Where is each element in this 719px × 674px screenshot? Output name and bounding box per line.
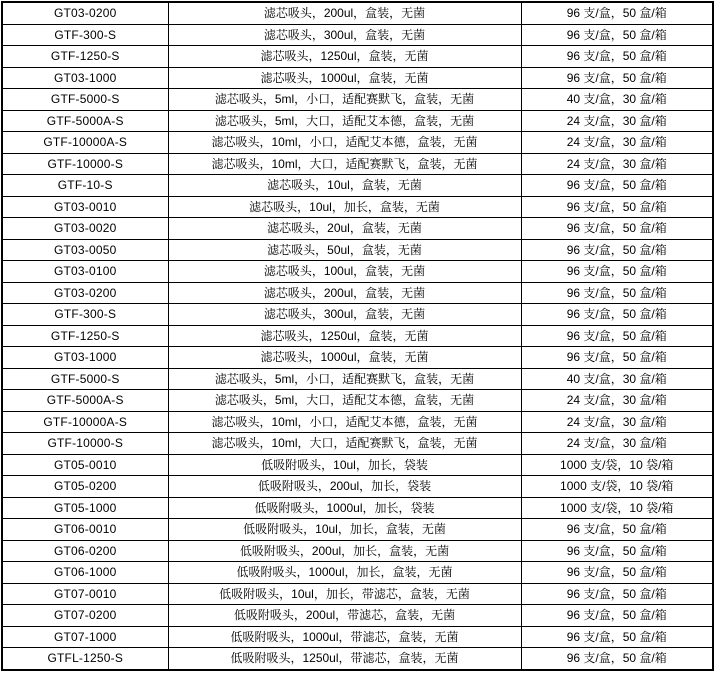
table-row: [2, 175, 713, 197]
product-packaging-cell: 96 支/盒，50 盒/箱: [521, 196, 713, 218]
product-code-cell: GT03-0050: [2, 239, 168, 261]
product-packaging-cell: 96 支/盒，50 盒/箱: [521, 605, 713, 627]
table-row: [2, 110, 713, 132]
product-code-cell: GT07-0010: [2, 583, 168, 605]
product-code-cell: GT03-0010: [2, 196, 168, 218]
table-row: [2, 454, 713, 476]
product-description-cell: 低吸附吸头，200ul，加长，盒装，无菌: [168, 540, 521, 562]
product-description-cell: 滤芯吸头，200ul，盒装，无菌: [168, 282, 521, 304]
product-packaging-cell: 96 支/盒，50 盒/箱: [521, 67, 713, 89]
product-description-cell: 低吸附吸头，1000ul，加长，盒装，无菌: [168, 562, 521, 584]
product-description-cell: 滤芯吸头，200ul，盒装，无菌: [168, 2, 521, 24]
table-row: [2, 540, 713, 562]
table-row: [2, 562, 713, 584]
product-code-cell: GTF-10000A-S: [2, 411, 168, 433]
product-code-cell: GT05-0010: [2, 454, 168, 476]
product-packaging-cell: 40 支/盒，30 盒/箱: [521, 89, 713, 111]
table-row: [2, 304, 713, 326]
product-code-cell: GTF-5000A-S: [2, 390, 168, 412]
product-description-cell: 滤芯吸头，10ul，加长，盒装，无菌: [168, 196, 521, 218]
product-code-cell: GT07-1000: [2, 626, 168, 648]
product-description-cell: 滤芯吸头，1250ul，盒装，无菌: [168, 325, 521, 347]
product-code-cell: GTFL-1250-S: [2, 648, 168, 670]
product-code-cell: GT06-0200: [2, 540, 168, 562]
table-row: [2, 67, 713, 89]
table-row: [2, 325, 713, 347]
table-row: [2, 497, 713, 519]
product-description-cell: 低吸附吸头，10ul，加长，带滤芯，盒装，无菌: [168, 583, 521, 605]
product-packaging-cell: 24 支/盒，30 盒/箱: [521, 110, 713, 132]
product-description-cell: 低吸附吸头，200ul，带滤芯，盒装，无菌: [168, 605, 521, 627]
table-row: [2, 218, 713, 240]
table-row: [2, 519, 713, 541]
product-packaging-cell: 96 支/盒，50 盒/箱: [521, 347, 713, 369]
table-row: [2, 476, 713, 498]
product-code-cell: GTF-10000-S: [2, 433, 168, 455]
product-description-cell: 滤芯吸头，5ml，大口，适配艾本德，盒装，无菌: [168, 390, 521, 412]
product-code-cell: GT03-1000: [2, 347, 168, 369]
product-description-cell: 滤芯吸头，10ml，小口，适配艾本德，盒装，无菌: [168, 132, 521, 154]
table-row: [2, 347, 713, 369]
product-packaging-cell: 1000 支/袋，10 袋/箱: [521, 476, 713, 498]
product-code-cell: GT06-1000: [2, 562, 168, 584]
product-description-cell: 滤芯吸头，10ml，大口，适配赛默飞，盒装，无菌: [168, 433, 521, 455]
table-row: [2, 648, 713, 670]
product-packaging-cell: 40 支/盒，30 盒/箱: [521, 368, 713, 390]
table-row: [2, 24, 713, 46]
product-description-cell: 低吸附吸头，1000ul，带滤芯，盒装，无菌: [168, 626, 521, 648]
product-description-cell: 低吸附吸头，10ul，加长，盒装，无菌: [168, 519, 521, 541]
product-packaging-cell: 96 支/盒，50 盒/箱: [521, 562, 713, 584]
product-packaging-cell: 96 支/盒，50 盒/箱: [521, 2, 713, 24]
product-description-cell: 滤芯吸头，50ul，盒装，无菌: [168, 239, 521, 261]
product-description-cell: 滤芯吸头，1000ul，盒装，无菌: [168, 347, 521, 369]
product-description-cell: 滤芯吸头，300ul，盒装，无菌: [168, 304, 521, 326]
product-code-cell: GTF-1250-S: [2, 46, 168, 68]
product-code-cell: GTF-5000A-S: [2, 110, 168, 132]
product-code-cell: GTF-10000-S: [2, 153, 168, 175]
product-description-cell: 滤芯吸头，10ul，盒装，无菌: [168, 175, 521, 197]
product-packaging-cell: 24 支/盒，30 盒/箱: [521, 411, 713, 433]
table-row: [2, 583, 713, 605]
product-packaging-cell: 96 支/盒，50 盒/箱: [521, 46, 713, 68]
product-table-body: [2, 2, 713, 670]
table-row: [2, 132, 713, 154]
table-row: [2, 89, 713, 111]
table-row: [2, 46, 713, 68]
product-packaging-cell: 96 支/盒，50 盒/箱: [521, 282, 713, 304]
product-code-cell: GT03-0200: [2, 282, 168, 304]
product-code-cell: GT05-1000: [2, 497, 168, 519]
table-row: [2, 411, 713, 433]
product-packaging-cell: 24 支/盒，30 盒/箱: [521, 132, 713, 154]
table-row: [2, 433, 713, 455]
table-row: [2, 196, 713, 218]
product-packaging-cell: 24 支/盒，30 盒/箱: [521, 390, 713, 412]
product-code-cell: GTF-300-S: [2, 304, 168, 326]
product-packaging-cell: 24 支/盒，30 盒/箱: [521, 433, 713, 455]
product-packaging-cell: 96 支/盒，50 盒/箱: [521, 583, 713, 605]
product-code-cell: GTF-10000A-S: [2, 132, 168, 154]
product-code-cell: GT05-0200: [2, 476, 168, 498]
product-code-cell: GT03-1000: [2, 67, 168, 89]
product-packaging-cell: 1000 支/袋，10 袋/箱: [521, 497, 713, 519]
product-packaging-cell: 96 支/盒，50 盒/箱: [521, 304, 713, 326]
table-row: [2, 282, 713, 304]
product-description-cell: 低吸附吸头，1250ul，带滤芯，盒装，无菌: [168, 648, 521, 670]
product-description-cell: 低吸附吸头，200ul，加长，袋装: [168, 476, 521, 498]
product-description-cell: 低吸附吸头，1000ul，加长，袋装: [168, 497, 521, 519]
product-description-cell: 滤芯吸头，5ml，小口，适配赛默飞，盒装，无菌: [168, 368, 521, 390]
product-code-cell: GTF-10-S: [2, 175, 168, 197]
product-description-cell: 滤芯吸头，300ul，盒装，无菌: [168, 24, 521, 46]
product-description-cell: 滤芯吸头，5ml，大口，适配艾本德，盒装，无菌: [168, 110, 521, 132]
product-description-cell: 低吸附吸头，10ul，加长，袋装: [168, 454, 521, 476]
table-row: [2, 626, 713, 648]
table-row: [2, 239, 713, 261]
table-row: [2, 261, 713, 283]
product-packaging-cell: 96 支/盒，50 盒/箱: [521, 519, 713, 541]
product-packaging-cell: 96 支/盒，50 盒/箱: [521, 540, 713, 562]
product-description-cell: 滤芯吸头，1250ul，盒装，无菌: [168, 46, 521, 68]
product-description-cell: 滤芯吸头，10ml，小口，适配艾本德，盒装，无菌: [168, 411, 521, 433]
table-row: [2, 2, 713, 24]
product-description-cell: 滤芯吸头，20ul，盒装，无菌: [168, 218, 521, 240]
product-code-cell: GTF-5000-S: [2, 89, 168, 111]
product-packaging-cell: 96 支/盒，50 盒/箱: [521, 239, 713, 261]
product-packaging-cell: 96 支/盒，50 盒/箱: [521, 261, 713, 283]
product-packaging-cell: 96 支/盒，50 盒/箱: [521, 24, 713, 46]
product-table: [1, 1, 714, 671]
product-description-cell: 滤芯吸头，10ml，大口，适配赛默飞，盒装，无菌: [168, 153, 521, 175]
product-description-cell: 滤芯吸头，5ml，小口，适配赛默飞，盒装，无菌: [168, 89, 521, 111]
product-packaging-cell: 96 支/盒，50 盒/箱: [521, 648, 713, 670]
product-packaging-cell: 96 支/盒，50 盒/箱: [521, 626, 713, 648]
table-row: [2, 390, 713, 412]
product-code-cell: GT06-0010: [2, 519, 168, 541]
table-row: [2, 368, 713, 390]
product-code-cell: GTF-300-S: [2, 24, 168, 46]
product-description-cell: 滤芯吸头，1000ul，盒装，无菌: [168, 67, 521, 89]
product-packaging-cell: 96 支/盒，50 盒/箱: [521, 325, 713, 347]
product-code-cell: GTF-5000-S: [2, 368, 168, 390]
product-packaging-cell: 96 支/盒，50 盒/箱: [521, 175, 713, 197]
product-packaging-cell: 24 支/盒，30 盒/箱: [521, 153, 713, 175]
product-code-cell: GT07-0200: [2, 605, 168, 627]
product-packaging-cell: 96 支/盒，50 盒/箱: [521, 218, 713, 240]
product-code-cell: GT03-0020: [2, 218, 168, 240]
product-code-cell: GTF-1250-S: [2, 325, 168, 347]
product-code-cell: GT03-0100: [2, 261, 168, 283]
table-row: [2, 605, 713, 627]
product-code-cell: GT03-0200: [2, 2, 168, 24]
product-packaging-cell: 1000 支/袋，10 袋/箱: [521, 454, 713, 476]
product-description-cell: 滤芯吸头，100ul，盒装，无菌: [168, 261, 521, 283]
table-row: [2, 153, 713, 175]
